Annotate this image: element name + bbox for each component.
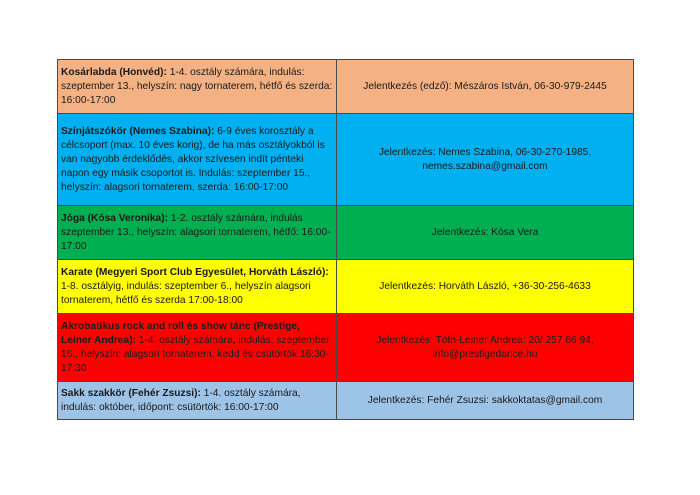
contact-text: Jelentkezés (edző): Mészáros István, 06-30-979-2445 [363, 80, 607, 92]
contact-text: Jelentkezés: Nemes Szabina, 06-30-270-1985, [378, 146, 592, 158]
contact-email: info@prestigedance.hu [432, 348, 538, 360]
table-row [58, 314, 634, 382]
table-row [58, 382, 634, 420]
contact-cell [337, 382, 634, 420]
activity-cell [58, 314, 337, 382]
activity-title: Akrobatikus rock and roll és show tánc (Prestige, Leiner Andrea): [61, 321, 300, 346]
activity-description: 1-4. osztály számára, indulás: szeptember 13., helyszín: nagy tornaterem, hétfő és szerda: 16:00-17:00 [61, 67, 333, 106]
contact-cell [337, 114, 634, 206]
activity-cell [58, 206, 337, 260]
contact-cell [337, 314, 634, 382]
activity-title: Karate (Megyeri Sport Club Egyesület, Horváth László): [61, 267, 329, 278]
activity-description: 1-4. osztály számára, indulás: szeptember 16., helyszín: alagsori tornaterem, kedd és csütörtök 16:30-17:30 [61, 335, 330, 374]
activity-title: Kosárlabda (Honvéd): [61, 67, 167, 78]
activity-description: 1-2. osztály számára, indulás szeptember 13., helyszín: alagsori tornaterem, hétfő: 16:00-17:00 [61, 213, 331, 252]
activity-cell [58, 382, 337, 420]
contact-cell [337, 206, 634, 260]
activity-cell [58, 60, 337, 114]
activity-title: Sakk szakkör (Fehér Zsuzsi): [61, 388, 201, 399]
table-row [58, 114, 634, 206]
contact-email: nemes.szabina@gmail.com [422, 160, 548, 172]
contact-text: Jelentkezés: Horváth László, +36-30-256-4633 [379, 280, 591, 292]
activities-table [57, 59, 634, 420]
activity-title: Színjátszókör (Nemes Szabina): [61, 126, 215, 137]
activity-cell [58, 260, 337, 314]
contact-text: Jelentkezés: Tóth-Leiner Andrea: 20/ 257 86 94, [376, 334, 594, 346]
activity-description: 1-4. osztály számára, indulás: október, időpont: csütörtök: 16:00-17:00 [61, 388, 301, 413]
contact-text: Jelentkezés: Fehér Zsuzsi: sakkoktatas@gmail.com [367, 394, 603, 406]
activity-cell [58, 114, 337, 206]
activity-title: Jóga (Kósa Veronika): [61, 213, 168, 224]
contact-text: Jelentkezés: Kósa Vera [431, 226, 539, 238]
activity-description: 1-8. osztályig, indulás: szeptember 6., helyszín alagsori tornaterem, hétfő és szerda 17:00-18:00 [61, 281, 311, 306]
activity-description: 6-9 éves korosztály a célcsoport (max. 10 éves korig), de ha más osztályokból is van nagyobb érdeklődés, akkor szívesen indít pénteki napon egy másik csoportot is. Indulás: szeptember 15., helyszín: alagsori tornaterem, szerda: 16:00-17:00 [61, 126, 325, 193]
contact-cell [337, 60, 634, 114]
table-row [58, 206, 634, 260]
contact-cell [337, 260, 634, 314]
table-row [58, 60, 634, 114]
table-row [58, 260, 634, 314]
